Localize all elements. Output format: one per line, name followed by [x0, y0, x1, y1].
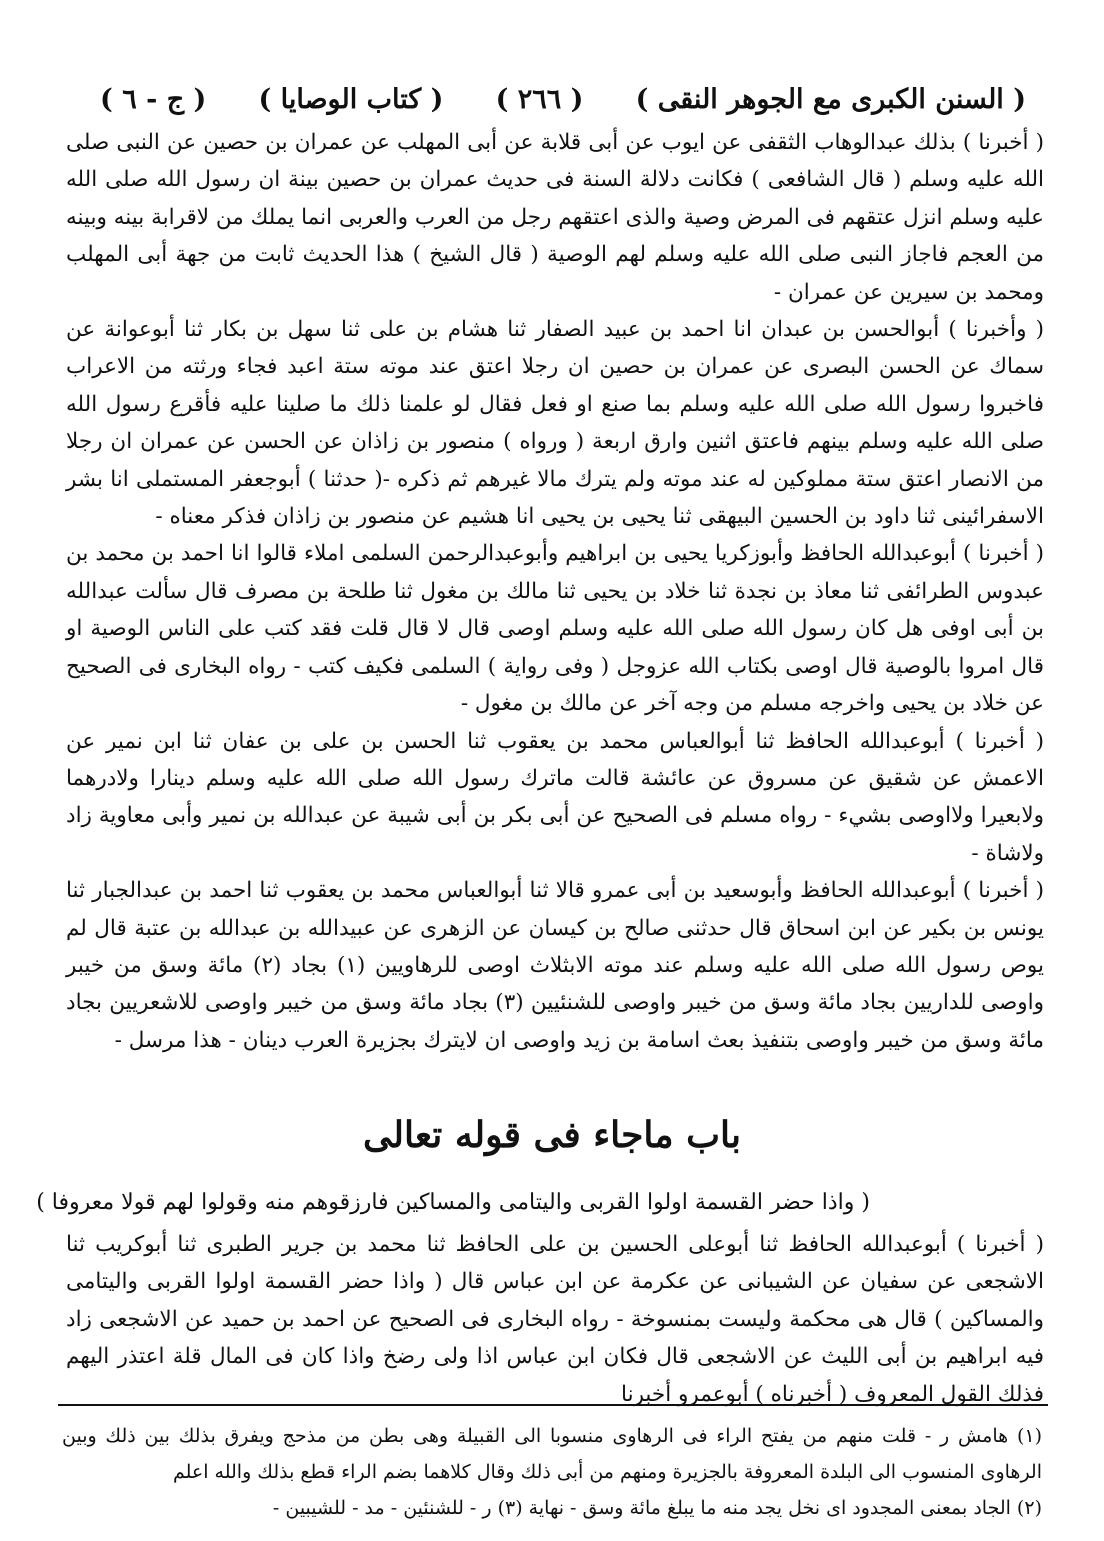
- section-title: ( كتاب الوصايا ): [258, 84, 444, 115]
- page-number: ( ٢٦٦ ): [495, 84, 584, 115]
- footnote: (٢) الجاد بمعنى المجدود اى نخل يجد منه ما يبلغ مائة وسق - نهاية (٣) ر - للشنئين - مد - للشيبين -: [272, 1497, 1042, 1519]
- footnote-divider: [58, 1404, 1048, 1406]
- verse-quote: ( واذا حضر القسمة اولوا القربى واليتامى والمساكين فارزقوهم منه وقولوا لهم قولا معروفا ): [36, 1190, 870, 1215]
- paragraph: ( أخبرنا ) أبوعبدالله الحافظ وأبوزكريا يحيى بن ابراهيم وأبوعبدالرحمن السلمى املاء قالوا انا احمد بن محمد بن عبدوس الطرائفى ثنا معاذ بن نجدة ثنا خلاد بن يحيى ثنا مالك بن مغول ثنا طلحة بن مصرف قال سألت عبدالله بن أبى اوفى هل كان رسول الله صلى الله عليه وسلم اوصى قال لا قال قلت فقد كتب على الناس الوصية او قال امروا بالوصية قال اوصى بكتاب الله عزوجل ( وفى رواية ) السلمى فكيف كتب - رواه البخارى فى الصحيح عن خلاد بن يحيى واخرجه مسلم من وجه آخر عن مالك بن مغول -: [66, 541, 1044, 717]
- paragraph: ( أخبرنا ) بذلك عبدالوهاب الثقفى عن ايوب عن أبى قلابة عن أبى المهلب عن عمران بن حصين عن النبى صلى الله عليه وسلم ( قال الشافعى ) فكانت دلالة السنة فى حديث عمران بن حصين بينة ان رسول الله صلى الله عليه وسلم انزل عتقهم فى المرض وصية والذى اعتقهم رجل من العرب والعربى انما يملك من لاقرابة بينه وبينه من العجم فاجاز النبى صلى الله عليه وسلم لهم الوصية ( قال الشيخ ) هذا الحديث ثابت من جهة أبى المهلب ومحمد بن سيرين عن عمران -: [66, 130, 1044, 305]
- footnote: (١) هامش ر - قلت منهم من يفتح الراء فى الرهاوى منسوبا الى القبيلة وهى بطن من مذحج ويفرق بذلك بين ذلك وبين الرهاوى المنسوب الى البلدة المعروفة بالجزيرة ومنهم من أبى ذلك وقال كلاهما بضم الراء قطع بذلك والله اعلم: [62, 1425, 1042, 1483]
- chapter-heading: باب ماجاء فى قوله تعالى: [362, 1114, 742, 1156]
- running-header: [100, 84, 1026, 115]
- paragraph: ( أخبرنا ) أبوعبدالله الحافظ وأبوسعيد بن أبى عمرو قالا ثنا أبوالعباس محمد بن يعقوب ثنا احمد بن عبدالجبار ثنا يونس بن بكير عن ابن اسحاق قال حدثنى صالح بن كيسان عن الزهرى عن عبيدالله بن عبدالله بن عتبة قال لم يوص رسول الله صلى الله عليه وسلم عند موته الابثلاث اوصى للرهاويين (١) بجاد (٢) مائة وسق من خيبر واوصى للداريين بجاد مائة وسق من خيبر واوصى للشنئيين (٣) بجاد مائة وسق من خيبر واوصى للاشعريين بجاد مائة وسق من خيبر واوصى بتنفيذ بعث اسامة بن زيد واوصى ان لايترك بجزيرة العرب دينان - هذا مرسل -: [66, 878, 1044, 1053]
- paragraph: ( أخبرنا ) أبوعبدالله الحافظ ثنا أبوالعباس محمد بن يعقوب ثنا الحسن بن على بن عفان ثنا ابن نمير عن الاعمش عن شقيق عن مسروق عن عائشة قالت ماترك رسول الله صلى الله عليه وسلم دينارا ولادرهما ولابعيرا ولااوصى بشيء - رواه مسلم فى الصحيح عن أبى بكر بن أبى شيبة عن عبدالله بن نمير وأبى معاوية زاد ولاشاة -: [66, 728, 1044, 866]
- footnotes: [62, 1418, 1042, 1526]
- main-text: [66, 124, 1044, 1059]
- paragraph: ( أخبرنا ) أبوعبدالله الحافظ ثنا أبوعلى الحسين بن على الحافظ ثنا محمد بن جرير الطبرى ثنا أبوكريب ثنا الاشجعى عن سفيان عن الشيبانى عن عكرمة عن ابن عباس قال ( واذا حضر القسمة اولوا القربى واليتامى والمساكين ) قال هى محكمة وليست بمنسوخة - رواه البخارى فى الصحيح عن احمد بن حميد عن الاشجعى زاد فيه ابراهيم بن أبى الليث عن الاشجعى قال فكان ابن عباس اذا ولى رضخ واذا كان فى المال قلة اعتذر اليهم فذلك القول المعروف ( أخبرناه ) أبوعمرو أخبرنا: [66, 1232, 1044, 1407]
- chapter-text: [66, 1226, 1044, 1413]
- volume-number: ( ج - ٦ ): [100, 84, 207, 115]
- paragraph: ( وأخبرنا ) أبوالحسن بن عبدان انا احمد بن عبيد الصفار ثنا هشام بن على ثنا سهل بن بكار ثنا أبوعوانة عن سماك عن الحسن البصرى عن عمران بن حصين ان رجلا اعتق عند موته ستة اعبد فجاء ورثته من الاعراب فاخبروا رسول الله صلى الله عليه وسلم بما صنع او فعل فقال لو علمنا ذلك ما صلينا عليه فأقرع رسول الله صلى الله عليه وسلم بينهم فاعتق اثنين وارق اربعة ( ورواه ) منصور بن زاذان عن الحسن عن عمران ان رجلا من الانصار اعتق ستة مملوكين له عند موته ولم يترك مالا غيرهم ثم ذكره -( حدثنا ) أبوجعفر المستملى انا بشر الاسفرائينى ثنا داود بن الحسين البيهقى ثنا يحيى بن يحيى انا هشيم عن منصور بن زاذان فذكر معناه -: [66, 317, 1044, 530]
- book-title: ( السنن الكبرى مع الجوهر النقى ): [635, 84, 1026, 115]
